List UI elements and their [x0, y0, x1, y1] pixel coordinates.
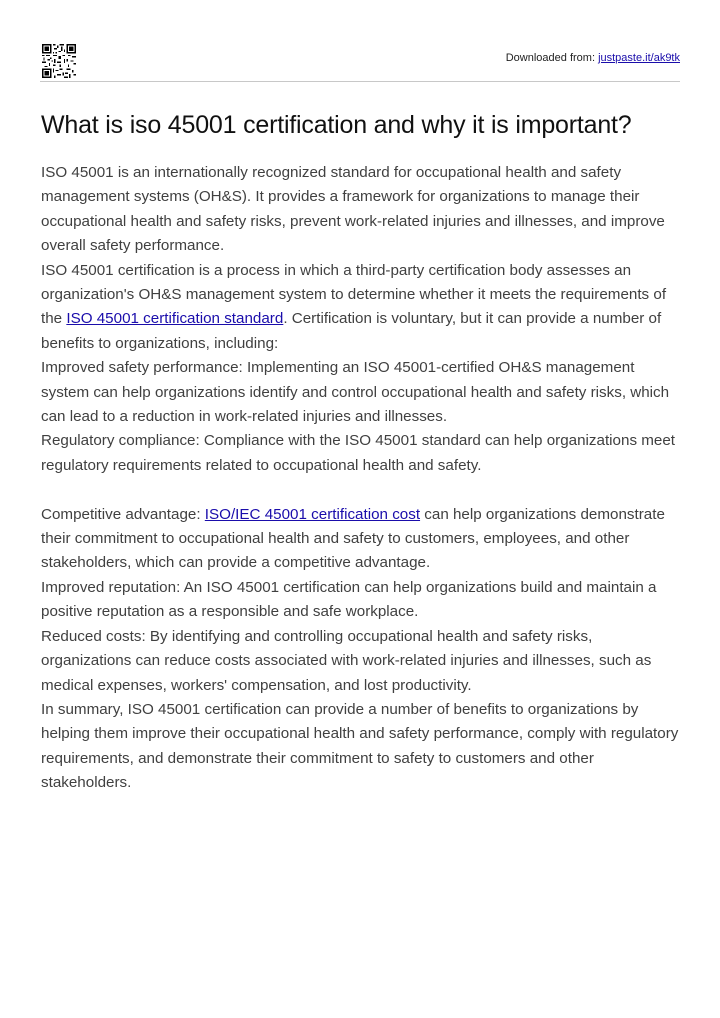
downloaded-prefix: Downloaded from:: [505, 52, 599, 64]
certification-cost-link[interactable]: ISO/IEC 45001 certification cost: [204, 505, 421, 523]
paragraph-safety-performance: Improved safety performance: Implementing an ISO 45001-certified OH&S management system can help organizations identify and control occupational health and safety risks, which can lead to a reduction in work-related injuries and illnesses.: [41, 359, 670, 426]
source-link[interactable]: justpaste.it/ak9tk: [598, 52, 680, 64]
paragraph-text: . Certification is voluntary, but it can provide a number of benefits to organizations, including:: [41, 310, 662, 352]
paragraph-text: ISO 45001 certification is a process in which a third-party certification body assesses an organization's OH&S management system to determine whether it meets the requirements of the: [41, 261, 667, 328]
iso-45001-standard-link[interactable]: ISO 45001 certification standard: [66, 310, 284, 328]
header-divider: [40, 81, 680, 82]
paragraph-intro: ISO 45001 is an internationally recognized standard for occupational health and safety management systems (OH&S). It provides a framework for organizations to manage their occupational health and safety risks, prevent work-related injuries and illnesses, and improve overall safety performance.: [41, 164, 665, 255]
paragraph-competitive-advantage: [41, 503, 686, 576]
download-source-note: [506, 52, 680, 64]
qr-code-icon: [42, 44, 76, 78]
paragraph-spacer: [41, 478, 686, 502]
paragraph-regulatory-compliance: Regulatory compliance: Compliance with the ISO 45001 standard can help organizations meet regulatory requirements related to occupational health and safety.: [41, 432, 676, 474]
article-body: [41, 161, 686, 796]
paragraph-text: can help organizations demonstrate their commitment to occupational health and safety to customers, employees, and other stakeholders, which can provide a competitive advantage.: [41, 505, 665, 572]
paragraph-reduced-costs: Reduced costs: By identifying and controlling occupational health and safety risks, organizations can reduce costs associated with work-related injuries and illnesses, such as medical expenses, workers' compensation, and lost productivity.: [41, 627, 652, 694]
paragraph-text: Competitive advantage:: [41, 505, 205, 523]
paragraph-improved-reputation: Improved reputation: An ISO 45001 certification can help organizations build and maintain a positive reputation as a responsible and safe workplace.: [41, 578, 657, 621]
paragraph-certification-process: [41, 259, 686, 357]
paragraph-summary: In summary, ISO 45001 certification can provide a number of benefits to organizations by helping them improve their occupational health and safety performance, comply with regulatory requirements, and demonstrate their commitment to safety to customers and other stakeholders.: [41, 700, 679, 792]
page-title: What is iso 45001 certification and why it is important?: [41, 111, 632, 139]
